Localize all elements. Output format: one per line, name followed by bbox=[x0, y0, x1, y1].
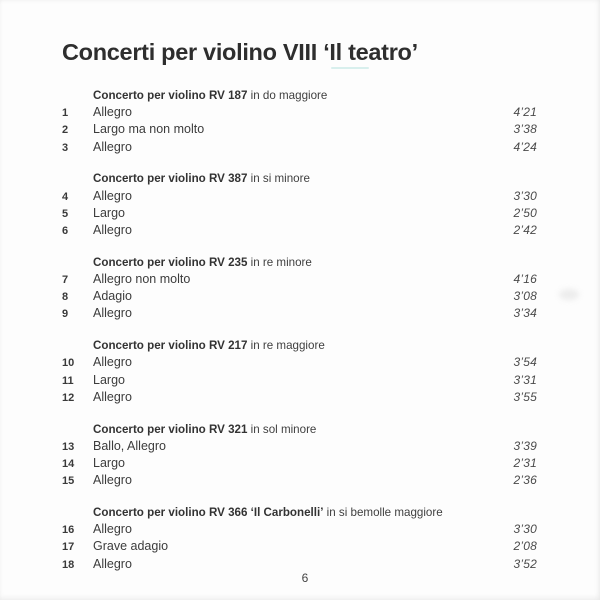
work-key: in do maggiore bbox=[250, 89, 328, 102]
page-number: 6 bbox=[301, 571, 309, 585]
track-duration: 3’39 bbox=[513, 438, 537, 453]
track-movement: Allegro non molto bbox=[93, 272, 191, 287]
track-row bbox=[0, 271, 600, 288]
work-key: in sol minore bbox=[250, 422, 317, 436]
track-number: 1 bbox=[62, 107, 69, 120]
track-duration: 2’42 bbox=[513, 223, 537, 238]
concerto-heading bbox=[0, 171, 600, 187]
track-movement: Allegro bbox=[93, 223, 132, 238]
track-movement: Grave adagio bbox=[93, 539, 169, 554]
track-movement: Allegro bbox=[93, 473, 132, 488]
work-title: Concerto per violino RV 187 bbox=[93, 89, 248, 102]
track-row bbox=[0, 472, 600, 489]
track-duration: 4’21 bbox=[513, 105, 537, 120]
scan-artifact-underline bbox=[331, 67, 369, 69]
track-number: 11 bbox=[62, 374, 74, 387]
track-movement: Allegro bbox=[93, 556, 132, 571]
track-row bbox=[0, 438, 600, 455]
track-row bbox=[0, 222, 600, 239]
track-duration: 3’52 bbox=[513, 556, 537, 571]
work-title: Concerto per violino RV 366 ‘Il Carbonelli’ bbox=[93, 506, 324, 520]
work-title: Concerto per violino RV 217 bbox=[93, 339, 248, 353]
track-number: 7 bbox=[62, 274, 69, 287]
track-number: 17 bbox=[62, 541, 75, 554]
concerto-heading bbox=[0, 338, 600, 354]
track-duration: 4’16 bbox=[513, 272, 537, 287]
track-row bbox=[0, 389, 600, 406]
page-title: Concerti per violino VIII ‘Il teatro’ bbox=[62, 39, 418, 65]
concerto-section bbox=[0, 422, 600, 490]
track-duration: 3’38 bbox=[513, 122, 537, 137]
track-number: 14 bbox=[62, 458, 75, 471]
track-movement: Allegro bbox=[93, 389, 132, 404]
work-title: Concerto per violino RV 235 bbox=[93, 255, 248, 269]
track-duration: 3’30 bbox=[513, 522, 537, 537]
track-movement: Allegro bbox=[93, 105, 132, 120]
concerto-section bbox=[0, 338, 600, 406]
track-number: 10 bbox=[62, 357, 75, 370]
track-movement: Allegro bbox=[93, 306, 132, 321]
track-movement: Largo bbox=[93, 372, 125, 387]
track-row bbox=[0, 455, 600, 472]
track-row bbox=[0, 205, 600, 222]
track-number: 6 bbox=[62, 225, 69, 238]
track-row bbox=[0, 121, 600, 138]
track-row bbox=[0, 521, 600, 538]
track-row bbox=[0, 305, 600, 322]
track-movement: Largo ma non molto bbox=[93, 122, 205, 137]
concerto-section bbox=[0, 505, 600, 573]
concerto-heading bbox=[0, 88, 600, 104]
track-duration: 3’54 bbox=[513, 355, 537, 370]
track-movement: Allegro bbox=[93, 139, 132, 154]
track-row bbox=[0, 188, 600, 205]
track-movement: Largo bbox=[93, 205, 125, 220]
concerto-heading bbox=[0, 255, 600, 271]
track-duration: 3’34 bbox=[513, 306, 537, 321]
work-key: in re minore bbox=[250, 255, 312, 269]
track-duration: 4’24 bbox=[513, 139, 537, 154]
work-key: in si bemolle maggiore bbox=[326, 506, 443, 520]
concerto-heading bbox=[0, 505, 600, 521]
track-duration: 2’08 bbox=[513, 539, 537, 554]
concerto-section bbox=[0, 171, 600, 239]
track-movement: Largo bbox=[93, 456, 125, 471]
track-row bbox=[0, 288, 600, 305]
concerto-section bbox=[0, 255, 600, 323]
track-number: 2 bbox=[62, 124, 69, 137]
track-movement: Ballo, Allegro bbox=[93, 438, 166, 453]
track-number: 13 bbox=[62, 440, 75, 453]
track-movement: Allegro bbox=[93, 522, 132, 537]
track-number: 3 bbox=[62, 141, 69, 154]
concerto-heading bbox=[0, 422, 600, 438]
track-movement: Allegro bbox=[93, 188, 132, 203]
track-number: 15 bbox=[62, 475, 75, 488]
track-row bbox=[0, 538, 600, 555]
track-duration: 3’31 bbox=[513, 372, 537, 387]
concerto-section bbox=[0, 88, 600, 156]
track-duration: 2’36 bbox=[513, 473, 537, 488]
track-movement: Allegro bbox=[93, 355, 132, 370]
track-row bbox=[0, 354, 600, 371]
track-number: 18 bbox=[62, 558, 75, 571]
work-key: in si minore bbox=[250, 172, 310, 186]
track-number: 5 bbox=[62, 207, 69, 220]
track-number: 12 bbox=[62, 391, 75, 404]
track-row bbox=[0, 372, 600, 389]
track-number: 4 bbox=[62, 190, 69, 203]
track-row bbox=[0, 139, 600, 156]
work-title: Concerto per violino RV 387 bbox=[93, 172, 248, 186]
track-duration: 3’30 bbox=[513, 188, 537, 203]
track-duration: 3’08 bbox=[513, 289, 537, 304]
track-sections bbox=[0, 88, 600, 588]
track-number: 9 bbox=[62, 308, 69, 321]
track-duration: 2’31 bbox=[513, 456, 537, 471]
track-duration: 2’50 bbox=[513, 205, 537, 220]
track-movement: Adagio bbox=[93, 289, 132, 304]
track-row bbox=[0, 104, 600, 121]
track-number: 8 bbox=[62, 291, 69, 304]
track-number: 16 bbox=[62, 524, 75, 537]
track-duration: 3’55 bbox=[513, 389, 537, 404]
work-key: in re maggiore bbox=[250, 339, 325, 353]
work-title: Concerto per violino RV 321 bbox=[93, 422, 248, 436]
